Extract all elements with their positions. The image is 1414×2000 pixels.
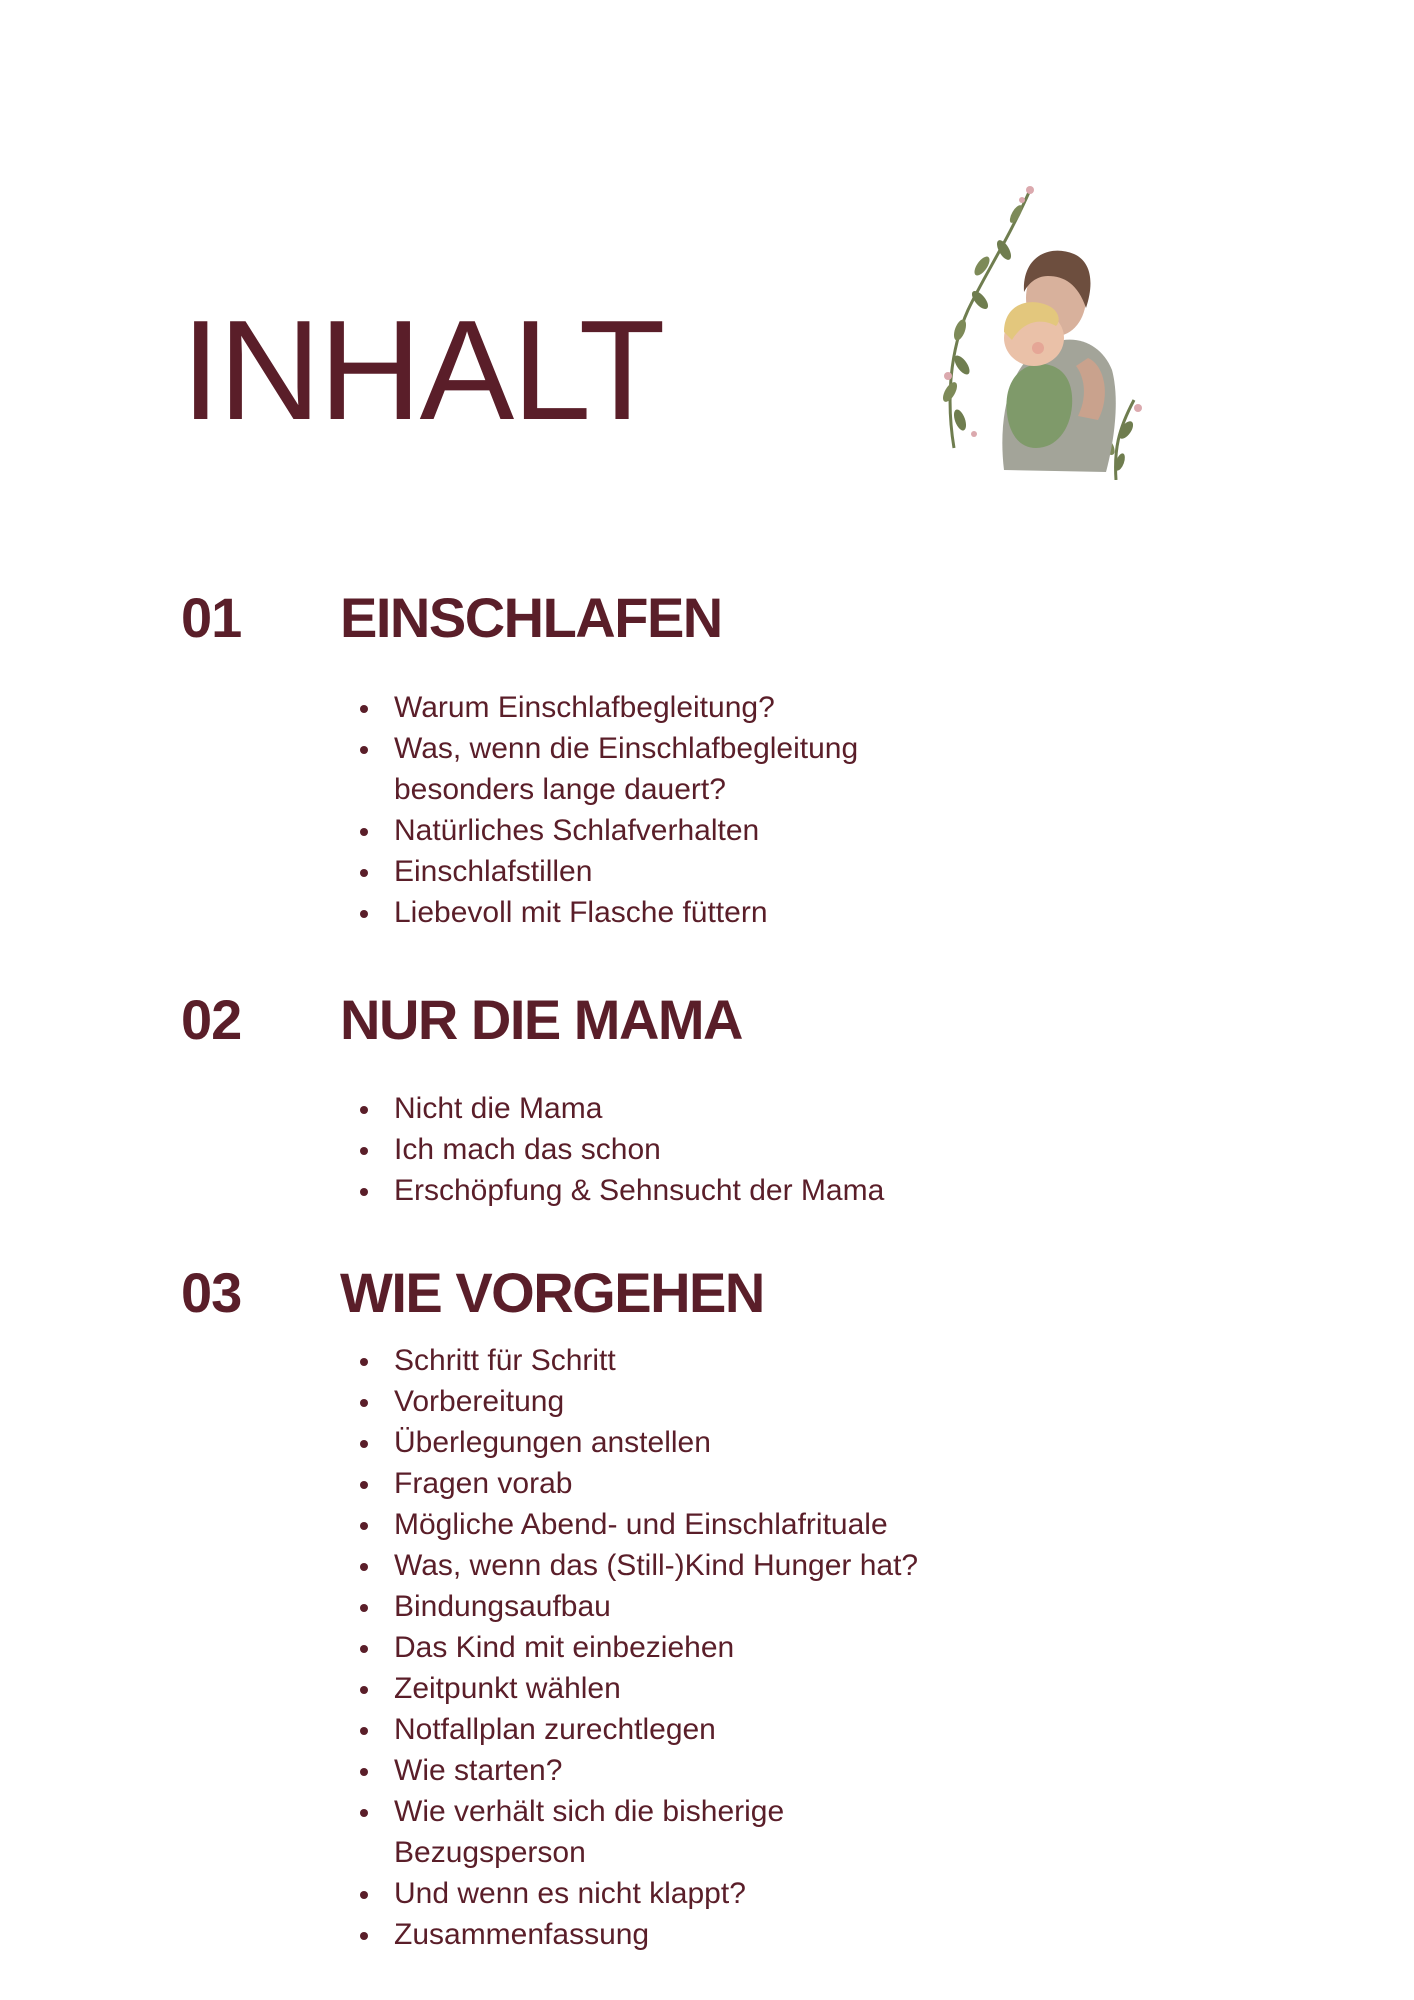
section-title: EINSCHLAFEN — [340, 586, 722, 649]
toc-section-wie-vorgehen — [181, 1258, 1281, 1955]
toc-item: Mögliche Abend- und Einschlafrituale — [360, 1504, 954, 1545]
toc-item: Fragen vorab — [360, 1463, 954, 1504]
toc-section-einschlafen — [181, 583, 1281, 933]
toc-item: Zeitpunkt wählen — [360, 1668, 954, 1709]
section-items — [181, 687, 1281, 933]
section-items — [181, 1340, 1281, 1955]
toc-item: Wie starten? — [360, 1750, 954, 1791]
section-heading — [181, 1258, 1281, 1328]
toc-item: Nicht die Mama — [360, 1088, 954, 1129]
section-heading — [181, 985, 1281, 1055]
toc-item: Und wenn es nicht klappt? — [360, 1873, 954, 1914]
toc-item: Einschlafstillen — [360, 851, 954, 892]
mother-child-hug-illustration-icon — [938, 180, 1160, 480]
page-title: INHALT — [181, 291, 664, 450]
toc-item: Das Kind mit einbeziehen — [360, 1627, 954, 1668]
toc-item: Bindungsaufbau — [360, 1586, 954, 1627]
section-heading — [181, 583, 1281, 653]
section-number: 03 — [181, 1261, 242, 1324]
toc-item: Wie verhält sich die bisherige Bezugsperson — [360, 1791, 954, 1873]
section-number: 01 — [181, 586, 242, 649]
toc-item: Notfallplan zurechtlegen — [360, 1709, 954, 1750]
section-number: 02 — [181, 988, 242, 1051]
toc-item: Liebevoll mit Flasche füttern — [360, 892, 954, 933]
toc-item: Schritt für Schritt — [360, 1340, 954, 1381]
toc-item: Zusammenfassung — [360, 1914, 954, 1955]
toc-item: Überlegungen anstellen — [360, 1422, 954, 1463]
toc-item: Warum Einschlafbegleitung? — [360, 687, 954, 728]
toc-section-nur-die-mama — [181, 985, 1281, 1211]
toc-item: Erschöpfung & Sehnsucht der Mama — [360, 1170, 954, 1211]
section-title: NUR DIE MAMA — [340, 988, 742, 1051]
section-title: WIE VORGEHEN — [340, 1261, 764, 1324]
toc-item: Vorbereitung — [360, 1381, 954, 1422]
section-items — [181, 1088, 1281, 1211]
toc-item: Was, wenn das (Still-)Kind Hunger hat? — [360, 1545, 954, 1586]
toc-item: Ich mach das schon — [360, 1129, 954, 1170]
toc-item: Natürliches Schlafverhalten — [360, 810, 954, 851]
toc-item: Was, wenn die Einschlafbegleitung besonders lange dauert? — [360, 728, 954, 810]
